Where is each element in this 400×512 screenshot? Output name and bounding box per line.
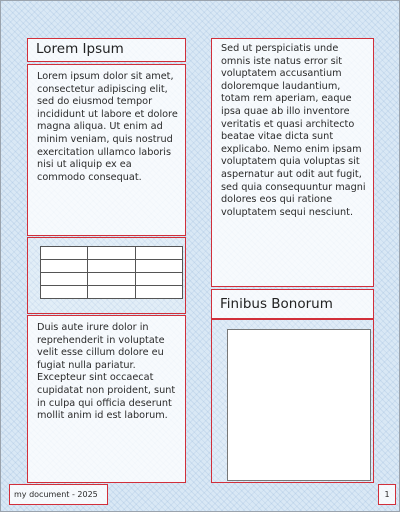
page-number: 1 <box>384 490 390 499</box>
table-cell <box>88 286 135 299</box>
table-row <box>41 247 183 260</box>
page-number-box <box>378 484 396 505</box>
table-row <box>41 273 183 286</box>
table-cell <box>88 260 135 273</box>
table-cell <box>41 247 88 260</box>
table-cell <box>135 273 182 286</box>
table-cell <box>41 273 88 286</box>
heading-lorem-ipsum: Lorem Ipsum <box>36 41 124 57</box>
table-cell <box>135 260 182 273</box>
paragraph-duis: Duis aute irure dolor in reprehenderit in voluptate velit esse cillum dolore eu fugiat nulla pariatur. Excepteur sint occaecat cupidatat non proident, sunt in culpa qui officia deserunt mollit anim id est laborum. <box>37 322 176 422</box>
heading-box-finibus-bonorum <box>211 289 374 319</box>
text-box-sed-ut <box>211 38 374 287</box>
footer-label-box <box>9 484 108 505</box>
table-box <box>27 237 186 314</box>
heading-box-lorem-ipsum <box>27 38 186 62</box>
image-placeholder <box>227 329 371 481</box>
table-cell <box>88 247 135 260</box>
table-cell <box>135 286 182 299</box>
data-table <box>40 246 183 299</box>
heading-finibus-bonorum: Finibus Bonorum <box>220 296 333 312</box>
table-row <box>41 260 183 273</box>
footer-label: my document - 2025 <box>14 490 98 499</box>
text-box-intro <box>27 64 186 236</box>
paragraph-intro: Lorem ipsum dolor sit amet, consectetur adipiscing elit, sed do eiusmod tempor incididunt ut labore et dolore magna aliqua. Ut enim ad minim veniam, quis nostrud exercitation ullamco laboris nisi ut aliquip ex ea commodo consequat. <box>37 71 178 183</box>
text-box-duis <box>27 315 186 483</box>
table-cell <box>135 247 182 260</box>
table-row <box>41 286 183 299</box>
table-cell <box>41 286 88 299</box>
paragraph-sed-ut: Sed ut perspiciatis unde omnis iste natus error sit voluptatem accusantium doloremque laudantium, totam rem aperiam, eaque ipsa quae ab illo inventore veritatis et quasi architecto beatae vitae dicta sunt explicabo. Nemo enim ipsam voluptatem quia voluptas sit aspernatur aut odit aut fugit, sed quia consequuntur magni dolores eos qui ratione voluptatem sequi nesciunt. <box>221 43 366 218</box>
table-cell <box>41 260 88 273</box>
table-cell <box>88 273 135 286</box>
image-box <box>211 319 374 483</box>
